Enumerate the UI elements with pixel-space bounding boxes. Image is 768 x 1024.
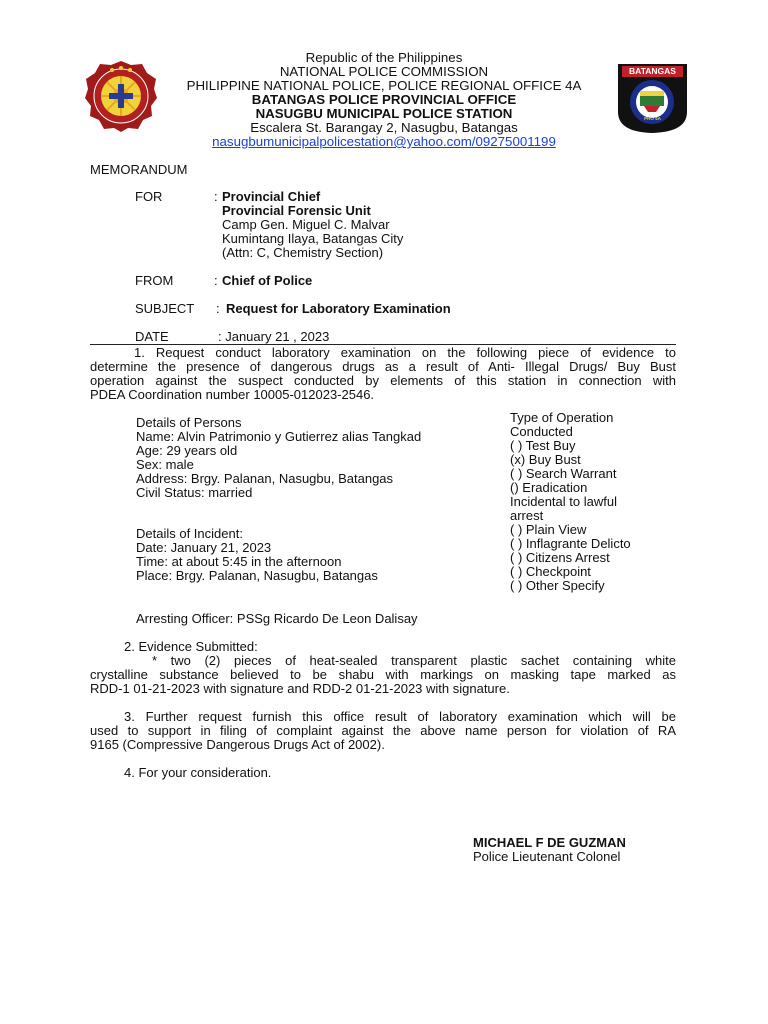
date-label: DATE [135,329,169,344]
header-pnp: PHILIPPINE NATIONAL POLICE, POLICE REGIONAL OFFICE 4A [186,78,582,93]
person-age: Age: 29 years old [136,443,238,458]
arresting-officer: Arresting Officer: PSSg Ricardo De Leon Dalisay [136,611,418,626]
person-address: Address: Brgy. Palanan, Nasugbu, Batangas [136,471,394,486]
person-name: Name: Alvin Patrimonio y Gutierrez alias Tangkad [136,429,422,444]
incident-heading: Details of Incident: [136,526,243,541]
evidence-line1: * two (2) pieces of heat-sealed transparent plastic sachet containing white [152,653,676,668]
incident-time: Time: at about 5:45 in the afternoon [136,554,342,569]
for-recipient-4: Kumintang Ilaya, Batangas City [222,231,404,246]
evidence-line2: crystalline substance believed to be shabu with markings on masking tape marked as [90,667,676,682]
operation-heading-1: Type of Operation [510,410,614,425]
para1-line4: PDEA Coordination number 10005-012023-2546. [90,387,375,402]
header-provincial-office: BATANGAS POLICE PROVINCIAL OFFICE [251,92,517,107]
header-republic: Republic of the Philippines [305,50,463,65]
subject-colon: : [216,301,220,316]
header-napolcom: NATIONAL POLICE COMMISSION [279,64,489,79]
operation-citizens-arrest: ( ) Citizens Arrest [510,550,610,565]
person-sex: Sex: male [136,457,194,472]
subject-label: SUBJECT [135,301,195,316]
operation-search-warrant: ( ) Search Warrant [510,466,617,481]
from-label: FROM [135,273,174,288]
operation-test-buy: ( ) Test Buy [510,438,576,453]
signatory-rank: Police Lieutenant Colonel [473,849,621,864]
from-colon: : [214,273,218,288]
operation-incidental-2: arrest [510,508,544,523]
operation-inflagrante: ( ) Inflagrante Delicto [510,536,631,551]
operation-incidental-1: Incidental to lawful [510,494,617,509]
header-station: NASUGBU MUNICIPAL POLICE STATION [255,106,513,121]
date-value: : January 21 , 2023 [218,329,330,344]
contact-email-link[interactable]: nasugbumunicipalpolicestation@yahoo.com/09275001199 [212,134,556,149]
para3-line3: 9165 (Compressive Dangerous Drugs Act of 2002). [90,737,385,752]
operation-checkpoint: ( ) Checkpoint [510,564,591,579]
persons-heading: Details of Persons [136,415,242,430]
for-recipient-3: Camp Gen. Miguel C. Malvar [222,217,390,232]
incident-place: Place: Brgy. Palanan, Nasugbu, Batangas [136,568,378,583]
for-label: FOR [135,189,163,204]
memo-title: MEMORANDUM [90,162,188,177]
operation-heading-2: Conducted [510,424,573,439]
evidence-heading: 2. Evidence Submitted: [124,639,258,654]
para1-line2: determine the presence of dangerous drugs as a result of Anti- Illegal Drugs/ Buy Bust [90,359,676,374]
para3-line2: used to support in filing of complaint against the above name person for violation of RA [90,723,676,738]
operation-buy-bust: (x) Buy Bust [510,452,581,467]
for-recipient-1: Provincial Chief [222,189,321,204]
para4-consideration: 4. For your consideration. [124,765,272,780]
header-address: Escalera St. Barangay 2, Nasugbu, Batangas [250,120,518,135]
incident-date: Date: January 21, 2023 [136,540,272,555]
person-civil-status: Civil Status: married [136,485,253,500]
from-value: Chief of Police [222,273,313,288]
subject-value: Request for Laboratory Examination [226,301,451,316]
operation-plain-view: ( ) Plain View [510,522,587,537]
for-recipient-5: (Attn: C, Chemistry Section) [222,245,384,260]
para3-line1: 3. Further request furnish this office result of laboratory examination which will be [124,709,676,724]
operation-eradication: () Eradication [510,480,588,495]
logo-banner-text: BATANGAS [629,66,676,76]
evidence-line3: RDD-1 01-21-2023 with signature and RDD-2 01-21-2023 with signature. [90,681,510,696]
para1-line3: operation against the suspect conducted by elements of this station in connection with [90,373,676,388]
for-colon: : [214,189,218,204]
para1-line1: 1. Request conduct laboratory examination on the following piece of evidence to [134,345,676,360]
operation-other: ( ) Other Specify [510,578,605,593]
logo-unit-text: PRO 4A [644,116,661,121]
signatory-name: MICHAEL F DE GUZMAN [473,835,626,850]
for-recipient-2: Provincial Forensic Unit [222,203,371,218]
